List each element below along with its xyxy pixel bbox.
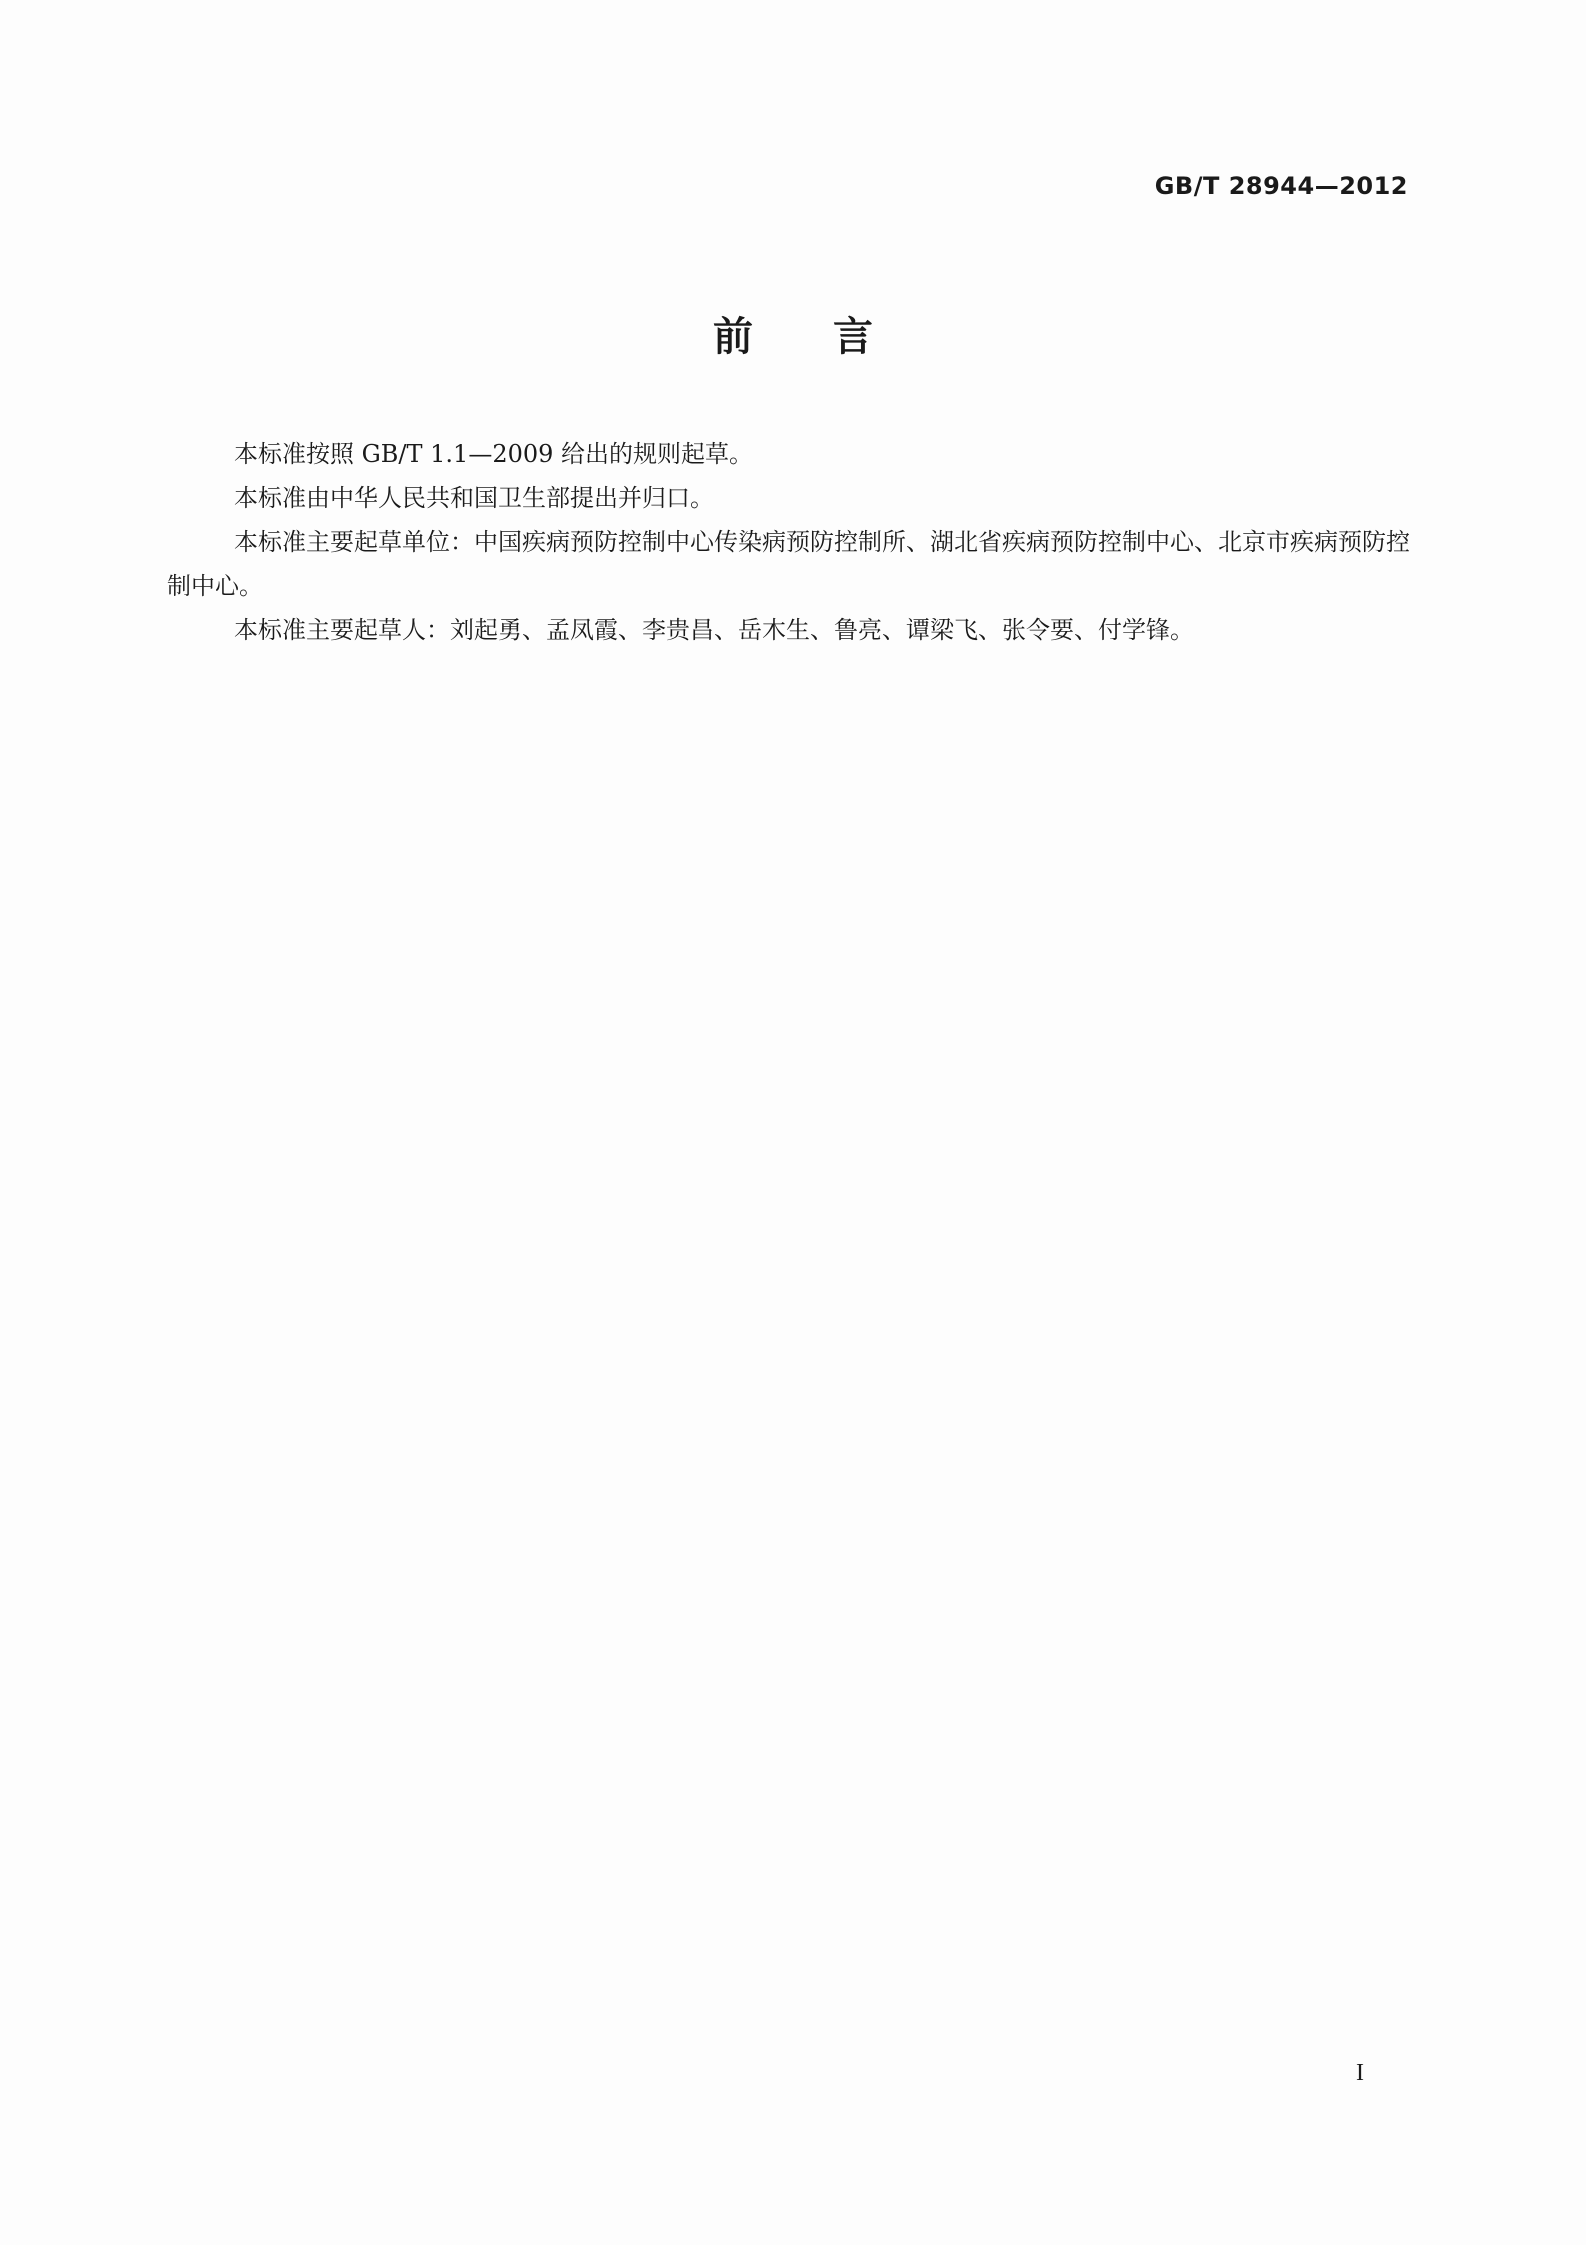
paragraph-drafters: 本标准主要起草人：刘起勇、孟凤霞、李贵昌、岳木生、鲁亮、谭梁飞、张令要、付学锋。 (234, 616, 1194, 644)
paragraph-proposer: 本标准由中华人民共和国卫生部提出并归口。 (234, 484, 714, 512)
page-number: I (1356, 2060, 1364, 2086)
standard-code: GB/T 28944—2012 (1154, 172, 1408, 200)
page-title: 前言 (713, 314, 953, 360)
foreword-body (167, 432, 1410, 652)
paragraph-drafting-rules: 本标准按照 GB/T 1.1—2009 给出的规则起草。 (234, 440, 754, 468)
paragraph-drafting-units: 本标准主要起草单位：中国疾病预防控制中心传染病预防控制所、湖北省疾病预防控制中心、北京市疾病预防控制中心。 (167, 528, 1410, 600)
